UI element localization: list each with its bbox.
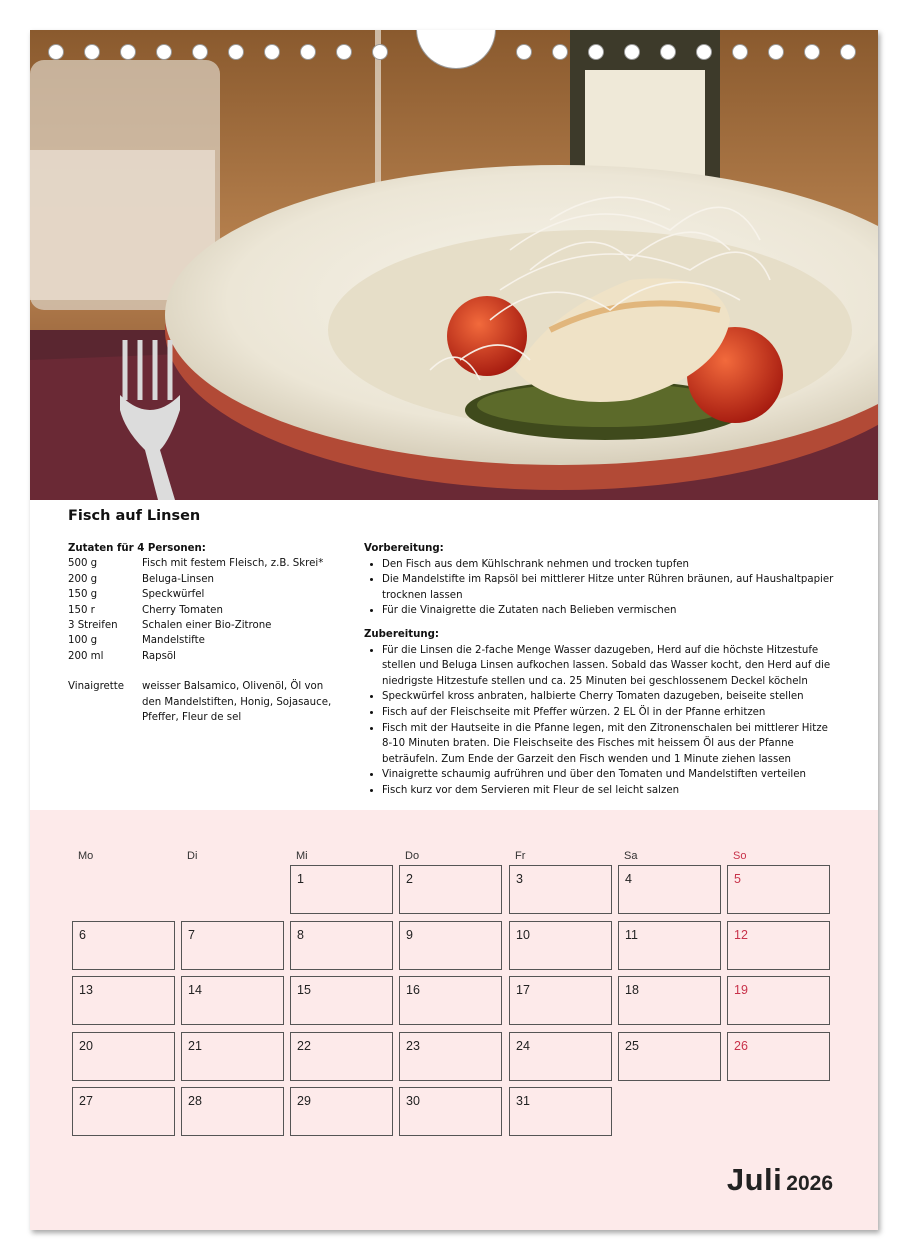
day-number: 14 xyxy=(188,983,202,997)
ingredient-qty: 100 g xyxy=(68,635,98,647)
calendar-page xyxy=(30,30,878,1230)
list-item: • Fisch mit der Hautseite in die Pfanne legen, mit den Zitronenschalen bei mittlerer Hitze 8-10 Minuten braten. Die Fleischseite des Fisches mit heissem Öl aus der Pfanne beträufeln. Zum Ende der Garzeit den Fisch wenden und 1 Minute ziehen lassen xyxy=(382,721,834,768)
day-cell-1 xyxy=(290,865,393,914)
ingredient-row xyxy=(68,587,342,602)
weekday-di: Di xyxy=(187,850,198,862)
list-item: • Speckwürfel kross anbraten, halbierte Cherry Tomaten dazugeben, beiseite stellen xyxy=(382,689,834,705)
day-cell-21 xyxy=(181,1032,284,1081)
weekday-fr: Fr xyxy=(515,850,526,862)
list-item: • Den Fisch aus dem Kühlschrank nehmen und trocken tupfen xyxy=(382,557,834,573)
day-cell-18 xyxy=(618,976,721,1025)
ingredient-name: Rapsöl xyxy=(142,650,176,662)
day-number: 20 xyxy=(79,1039,93,1053)
ingredients-heading: Zutaten für 4 Personen: xyxy=(68,543,206,554)
ingredient-name: Speckwürfel xyxy=(142,589,205,601)
day-number: 26 xyxy=(734,1039,748,1053)
day-number: 23 xyxy=(406,1039,420,1053)
weekday-sa: Sa xyxy=(624,850,638,862)
day-number: 11 xyxy=(625,928,638,942)
day-number: 15 xyxy=(297,983,311,997)
calendar-grid xyxy=(30,810,878,1230)
list-item: • Für die Vinaigrette die Zutaten nach Belieben vermischen xyxy=(382,603,834,619)
day-number: 29 xyxy=(297,1094,311,1108)
ingredients-list xyxy=(68,541,342,725)
day-cell-14 xyxy=(181,976,284,1025)
day-number: 4 xyxy=(625,872,632,886)
ingredient-qty: 150 g xyxy=(68,589,98,601)
day-cell-22 xyxy=(290,1032,393,1081)
day-number: 25 xyxy=(625,1039,639,1053)
day-cell-13 xyxy=(72,976,175,1025)
day-cell-27 xyxy=(72,1087,175,1136)
ingredient-name: Schalen einer Bio-Zitrone xyxy=(142,620,272,632)
day-cell-9 xyxy=(399,921,502,970)
day-cell-30 xyxy=(399,1087,502,1136)
vinaigrette-label: Vinaigrette xyxy=(68,681,125,693)
day-cell-8 xyxy=(290,921,393,970)
list-item: • Fisch auf der Fleischseite mit Pfeffer würzen. 2 EL Öl in der Pfanne erhitzen xyxy=(382,705,834,721)
day-cell-16 xyxy=(399,976,502,1025)
day-cell-3 xyxy=(509,865,612,914)
day-number: 16 xyxy=(406,983,420,997)
ingredient-name: Beluga-Linsen xyxy=(142,573,214,585)
day-number: 21 xyxy=(188,1039,202,1053)
month-name: Juli xyxy=(726,1162,783,1197)
day-number: 31 xyxy=(516,1094,530,1108)
ingredient-qty: 500 g xyxy=(68,558,98,570)
day-cell-28 xyxy=(181,1087,284,1136)
prep-heading: Vorbereitung: xyxy=(364,543,444,554)
weekday-mi: Mi xyxy=(296,850,308,862)
day-number: 30 xyxy=(406,1094,420,1108)
day-cell-4 xyxy=(618,865,721,914)
ingredient-row xyxy=(68,556,342,571)
recipe-title: Fisch auf Linsen xyxy=(68,508,201,524)
ingredient-qty: 200 g xyxy=(68,573,98,585)
day-number: 24 xyxy=(516,1039,530,1053)
day-cell-19 xyxy=(727,976,830,1025)
day-cell-11 xyxy=(618,921,721,970)
list-item: • Für die Linsen die 2-fache Menge Wasser dazugeben, Herd auf die höchste Hitzestufe stellen und Beluga Linsen aufkochen lassen. Sobald das Wasser kocht, den Herd auf die niedrigste Hitzestufe stellen und ca. 25 Minuten bei geschlossenem Deckel köcheln xyxy=(382,643,834,690)
ingredient-name: Mandelstifte xyxy=(142,635,205,647)
day-cell-24 xyxy=(509,1032,612,1081)
day-number: 6 xyxy=(79,928,86,942)
ingredient-qty: 150 r xyxy=(68,604,95,616)
weekday-so: So xyxy=(733,850,747,862)
day-cell-23 xyxy=(399,1032,502,1081)
list-item: • Vinaigrette schaumig aufrühren und über den Tomaten und Mandelstiften verteilen xyxy=(382,767,834,783)
day-number: 10 xyxy=(516,928,530,942)
ingredient-row xyxy=(68,649,342,664)
day-number: 17 xyxy=(516,983,530,997)
day-number: 2 xyxy=(406,872,413,886)
ingredient-row xyxy=(68,618,342,633)
day-cell-15 xyxy=(290,976,393,1025)
day-number: 28 xyxy=(188,1094,202,1108)
ingredient-qty: 3 Streifen xyxy=(68,620,118,632)
cook-list xyxy=(364,643,834,799)
cook-heading: Zubereitung: xyxy=(364,628,440,640)
day-cell-31 xyxy=(509,1087,612,1136)
ingredient-row xyxy=(68,603,342,618)
list-item: • Die Mandelstifte im Rapsöl bei mittlerer Hitze unter Rühren bräunen, auf Haushaltpapier trocknen lassen xyxy=(382,572,834,603)
recipe-photo xyxy=(30,30,878,500)
day-number: 13 xyxy=(79,983,93,997)
vinaigrette-row xyxy=(68,679,342,725)
day-number: 18 xyxy=(625,983,639,997)
day-number: 9 xyxy=(406,928,413,942)
day-cell-6 xyxy=(72,921,175,970)
ingredient-name: Fisch mit festem Fleisch, z.B. Skrei* xyxy=(142,558,324,570)
month-year xyxy=(727,1162,833,1198)
day-cell-10 xyxy=(509,921,612,970)
day-cell-2 xyxy=(399,865,502,914)
day-number: 27 xyxy=(79,1094,93,1108)
preparation-steps xyxy=(364,541,834,807)
day-number: 12 xyxy=(734,928,748,942)
day-number: 7 xyxy=(188,928,195,942)
day-cell-5 xyxy=(727,865,830,914)
day-cell-25 xyxy=(618,1032,721,1081)
day-cell-7 xyxy=(181,921,284,970)
ingredient-name: Cherry Tomaten xyxy=(142,604,223,616)
day-number: 3 xyxy=(516,872,523,886)
day-number: 19 xyxy=(734,983,748,997)
day-cell-17 xyxy=(509,976,612,1025)
ingredient-row xyxy=(68,572,342,587)
day-cell-26 xyxy=(727,1032,830,1081)
list-item: • Fisch kurz vor dem Servieren mit Fleur de sel leicht salzen xyxy=(382,783,834,799)
ingredient-qty: 200 ml xyxy=(68,650,104,662)
day-cell-29 xyxy=(290,1087,393,1136)
day-cell-12 xyxy=(727,921,830,970)
vinaigrette-text: weisser Balsamico, Olivenöl, Öl von den Mandelstiften, Honig, Sojasauce, Pfeffer, Fleur de sel xyxy=(142,681,332,724)
day-cell-20 xyxy=(72,1032,175,1081)
weekday-mo: Mo xyxy=(78,850,94,862)
prep-list xyxy=(364,557,834,619)
day-number: 8 xyxy=(297,928,304,942)
weekday-do: Do xyxy=(405,850,420,862)
day-number: 22 xyxy=(297,1039,311,1053)
day-number: 1 xyxy=(297,872,304,886)
day-number: 5 xyxy=(734,872,741,886)
ingredient-row xyxy=(68,633,342,648)
year: 2026 xyxy=(786,1172,833,1195)
